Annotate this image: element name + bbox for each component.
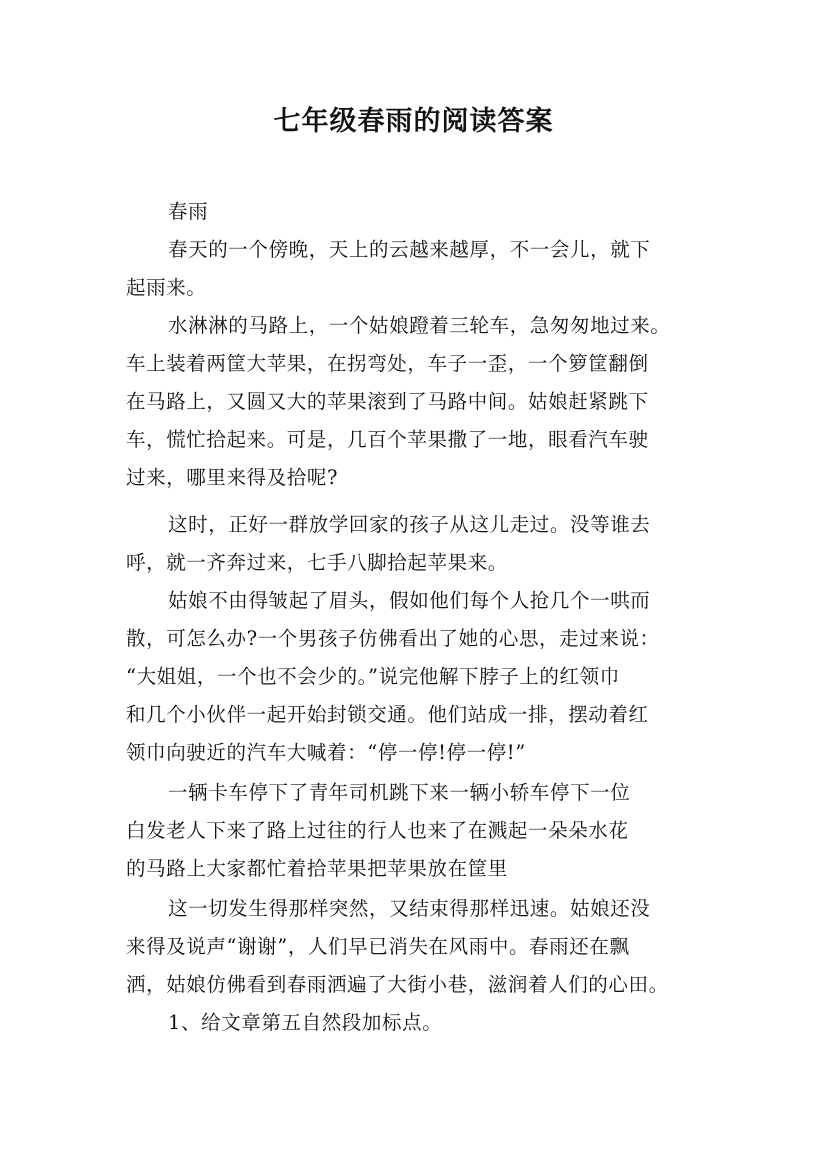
paragraph-2-line-5: 过来，哪里来得及拾呢? — [126, 466, 339, 489]
paragraph-3-line-2: 呼，就一齐奔过来，七手八脚拾起苹果来。 — [126, 551, 508, 574]
paragraph-6-line-1: 这一切发生得那样突然，又结束得那样迅速。姑娘还没 — [168, 897, 651, 920]
paragraph-2-line-2: 车上装着两筐大苹果，在拐弯处，车子一歪，一个箩筐翻倒 — [126, 352, 649, 375]
paragraph-5-line-1: 一辆卡车停下了青年司机跳下来一辆小轿车停下一位 — [168, 781, 631, 804]
paragraph-1-line-1: 春天的一个傍晚，天上的云越来越厚，不一会儿，就下 — [168, 238, 651, 261]
paragraph-6-line-3: 洒，姑娘仿佛看到春雨洒遍了大街小巷，滋润着人们的心田。 — [126, 973, 669, 996]
article-heading: 春雨 — [168, 200, 209, 223]
paragraph-3-line-1: 这时，正好一群放学回家的孩子从这儿走过。没等谁去 — [168, 513, 651, 536]
paragraph-4-line-3: “大姐姐，一个也不会少的。”说完他解下脖子上的红领巾 — [126, 665, 620, 688]
paragraph-4-line-5: 领巾向驶近的汽车大喊着：“停一停!停一停!” — [126, 741, 526, 764]
paragraph-5-line-3: 的马路上大家都忙着拾苹果把苹果放在筐里 — [126, 857, 508, 880]
document-title: 七年级春雨的阅读答案 — [273, 106, 554, 137]
paragraph-5-line-2: 白发老人下来了路上过往的行人也来了在溅起一朵朵水花 — [126, 819, 629, 842]
paragraph-6-line-2: 来得及说声“谢谢”，人们早已消失在风雨中。春雨还在飘 — [126, 935, 630, 958]
paragraph-1-line-2: 起雨来。 — [126, 276, 207, 299]
paragraph-4-line-4: 和几个小伙伴一起开始封锁交通。他们站成一排，摆动着红 — [126, 703, 649, 726]
paragraph-2-line-4: 车，慌忙拾起来。可是，几百个苹果撒了一地，眼看汽车驶 — [126, 428, 649, 451]
question-1: 1、给文章第五自然段加标点。 — [168, 1011, 443, 1034]
paragraph-4-line-1: 姑娘不由得皱起了眉头，假如他们每个人抢几个一哄而 — [168, 589, 651, 612]
paragraph-2-line-3: 在马路上，又圆又大的苹果滚到了马路中间。姑娘赶紧跳下 — [126, 390, 649, 413]
paragraph-2-line-1: 水淋淋的马路上，一个姑娘蹬着三轮车，急匆匆地过来。 — [168, 314, 671, 337]
paragraph-4-line-2: 散，可怎么办?一个男孩子仿佛看出了她的心思，走过来说： — [126, 627, 660, 650]
